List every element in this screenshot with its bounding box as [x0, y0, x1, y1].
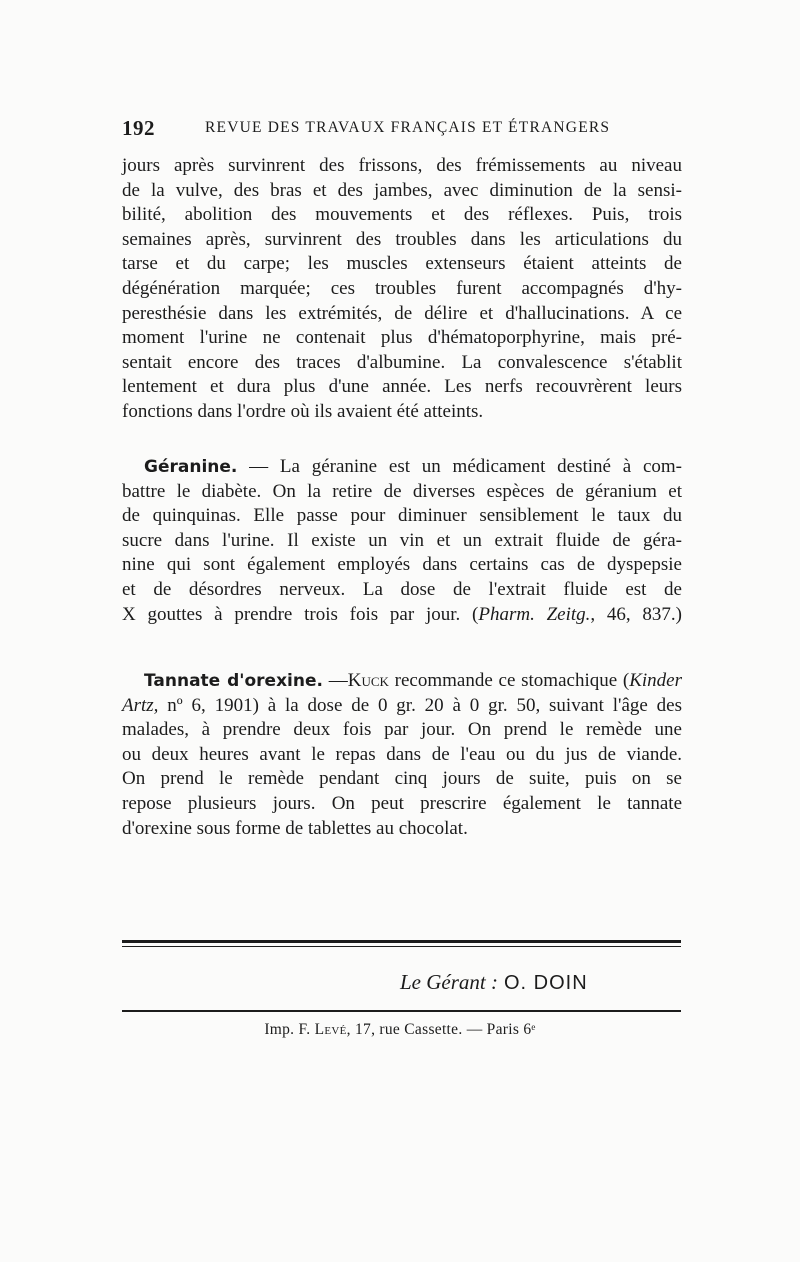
text-span: nº 6, 1901) à la dose de 0 gr. 20 à 0 gr. 50, suivant l'âge des: [158, 694, 682, 716]
citation-journal: Artz,: [122, 694, 159, 716]
page-header: [122, 116, 682, 142]
signature-label: Le Gérant :: [400, 970, 498, 994]
text-span: —: [322, 670, 348, 691]
signature-name: O. DOIN: [504, 972, 588, 994]
text-line: ou deux heures avant le repas dans de l'eau ou du jus de viande.: [122, 743, 682, 765]
text-line: semaines après, survinrent des troubles dans les articulations du: [122, 228, 682, 250]
running-title: REVUE DES TRAVAUX FRANÇAIS ET ÉTRANGERS: [205, 119, 611, 136]
text-line: battre le diabète. On la retire de diverses espèces de géranium et: [122, 480, 682, 502]
text-line: et de désordres nerveux. La dose de l'extrait fluide est de: [122, 578, 682, 600]
section-title: Géranine.: [144, 457, 238, 477]
text-line: nine qui sont également employés dans certains cas de dyspepsie: [122, 554, 682, 576]
text-line: sucre dans l'urine. Il existe un vin et un extrait fluide de géra-: [122, 529, 682, 551]
text-line: tarse et du carpe; les muscles extenseurs étaient atteints de: [122, 253, 682, 275]
text-line: repose plusieurs jours. On peut prescrire également le tannate: [122, 792, 682, 814]
text-span: Imp. F.: [264, 1021, 315, 1038]
page-number: 192: [122, 116, 155, 140]
text-line: jours après survinrent des frissons, des frémissements au niveau: [122, 155, 682, 176]
section-geranine: [122, 455, 682, 627]
divider-rule: [122, 940, 681, 943]
text-line: bilité, abolition des mouvements et des réflexes. Puis, trois: [122, 204, 682, 226]
text-line: moment l'urine ne contenait plus d'hématoporphyrine, mais pré-: [122, 327, 682, 349]
paragraph-porphyria-case: [122, 154, 682, 425]
divider-rule: [122, 1010, 681, 1012]
text-line: On prend le remède pendant cinq jours de suite, puis on se: [122, 768, 682, 790]
section-title: Tannate d'orexine.: [144, 671, 323, 691]
text-span: , 17, rue Cassette. — Paris 6ᵉ: [346, 1021, 536, 1038]
text-span: X gouttes à prendre trois fois par jour. (: [122, 603, 479, 625]
text-line: malades, à prendre deux fois par jour. On prend le remède une: [122, 719, 682, 741]
text-span: — La géranine est un médicament destiné à com-: [237, 456, 682, 477]
author-name: Kuck: [347, 670, 389, 691]
signature-line: [400, 970, 588, 995]
citation-journal: Kinder: [629, 670, 683, 691]
text-line: [122, 455, 682, 480]
text-line: dégénération marquée; ces troubles furent accompagnés d'hy-: [122, 277, 682, 299]
text-line: lentement et dura plus d'une année. Les nerfs recouvrèrent leurs: [122, 376, 682, 398]
section-tannate-orexine: [122, 669, 682, 841]
text-line: fonctions dans l'ordre où ils avaient été atteints.: [122, 400, 484, 422]
text-line: de la vulve, des bras et des jambes, avec diminution de la sensi-: [122, 179, 682, 201]
text-line: sentait encore des traces d'albumine. La convalescence s'établit: [122, 351, 682, 373]
text-span: recommande ce stomachique (: [388, 670, 630, 691]
divider-rule: [122, 946, 681, 947]
citation-journal: Pharm. Zeitg.: [478, 603, 591, 625]
text-line: [122, 669, 682, 694]
printer-imprint: [0, 1021, 800, 1039]
text-line: [122, 603, 682, 628]
citation-details: , 46, 837.): [590, 603, 683, 625]
text-line: peresthésie dans les extrémités, de délire et d'hallucinations. A ce: [122, 302, 682, 324]
text-line: d'orexine sous forme de tablettes au chocolat.: [122, 817, 468, 839]
text-line: de quinquinas. Elle passe pour diminuer sensiblement le taux du: [122, 505, 682, 527]
text-line: [122, 694, 682, 719]
printer-name: Levé: [314, 1021, 347, 1038]
